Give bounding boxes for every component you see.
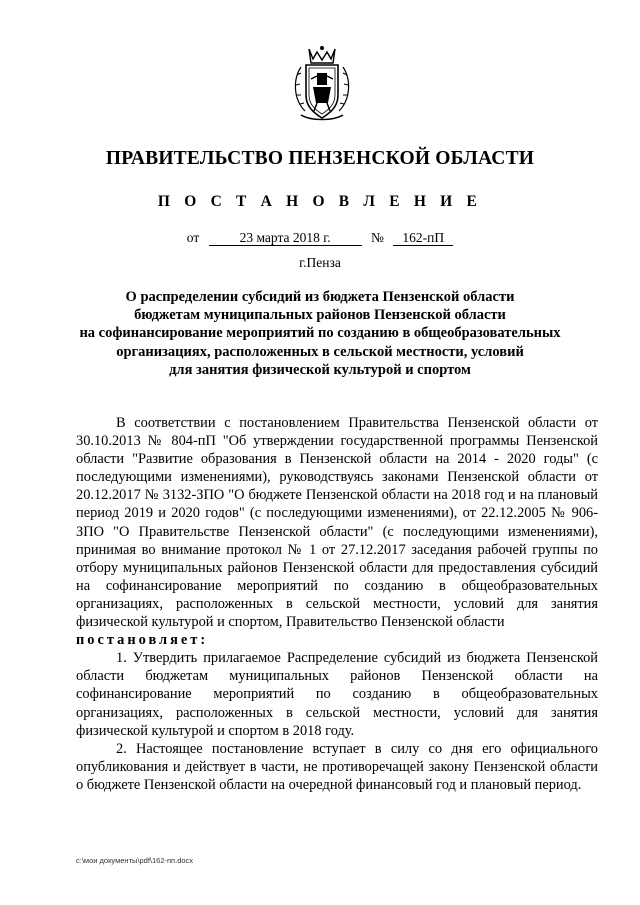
preamble-paragraph xyxy=(76,414,598,631)
subject-line: О распределении субсидий из бюджета Пензенской области xyxy=(125,289,515,305)
city: г.Пенза xyxy=(299,255,341,270)
document-subject xyxy=(60,288,580,379)
file-path-footer: c:\мои документы\pdf\162-пп.docx xyxy=(76,856,194,865)
resolves-paragraph xyxy=(76,631,598,649)
subject-line: для занятия физической культурой и спортом xyxy=(169,361,471,378)
subject-line: организациях, расположенных в сельской местности, условий xyxy=(116,343,524,360)
date-number-line xyxy=(0,230,640,246)
document-date: 23 марта 2018 г. xyxy=(209,231,362,246)
resolves-word: постановляет: xyxy=(76,632,209,649)
number-prefix: № xyxy=(370,230,384,245)
document-body xyxy=(76,414,598,794)
date-prefix: от xyxy=(186,230,200,245)
subject-line: на софинансирование мероприятий по созданию в общеобразовательных xyxy=(79,325,561,342)
subject-line: бюджетам муниципальных районов Пензенской области xyxy=(134,307,506,324)
document-type: П О С Т А Н О В Л Е Н И Е xyxy=(157,193,483,210)
government-name: ПРАВИТЕЛЬСТВО ПЕНЗЕНСКОЙ ОБЛАСТИ xyxy=(105,148,535,169)
penza-coat-of-arms-icon xyxy=(287,45,357,123)
preamble-text: В соответствии с постановлением Правительства Пензенской области от 30.10.2013 № 804-пП "Об утверждении государственной программы Пензенской области "Развитие образования в Пензенской области на 2014 - 2020 годы" (с последующими изменениями), руководствуясь законами Пензенской области от 20.12.2017 № 3132-ЗПО "О бюджете Пензенской области на 2018 год и на плановый период 2019 и 2020 годов" (с последующими изменениями), от 22.12.2005 № 906-ЗПО "О Правительстве Пензенской области" (с последующими изменениями), принимая во внимание протокол № 1 от 27.12.2017 заседания рабочей группы по отбору муниципальных районов Пензенской области для предоставления субсидий на софинансирование мероприятий по созданию в общеобразовательных организациях, расположенных в сельской местности, условий для занятия физической культурой и спортом, Правительство Пензенской области xyxy=(76,415,598,631)
item-1-paragraph: 1. Утвердить прилагаемое Распределение субсидий из бюджета Пензенской области бюджетам муниципальных районов Пензенской области на софинансирование мероприятий по созданию в общеобразовательных организациях, расположенных в сельской местности, условий для занятия физической культурой и спортом в 2018 году. xyxy=(76,650,598,739)
document-number: 162-пП xyxy=(393,231,453,246)
item-2-paragraph: 2. Настоящее постановление вступает в силу со дня его официального опубликования и действует в части, не противоречащей закону Пензенской области о бюджете Пензенской области на очередной финансовый год и плановый период. xyxy=(76,740,598,793)
